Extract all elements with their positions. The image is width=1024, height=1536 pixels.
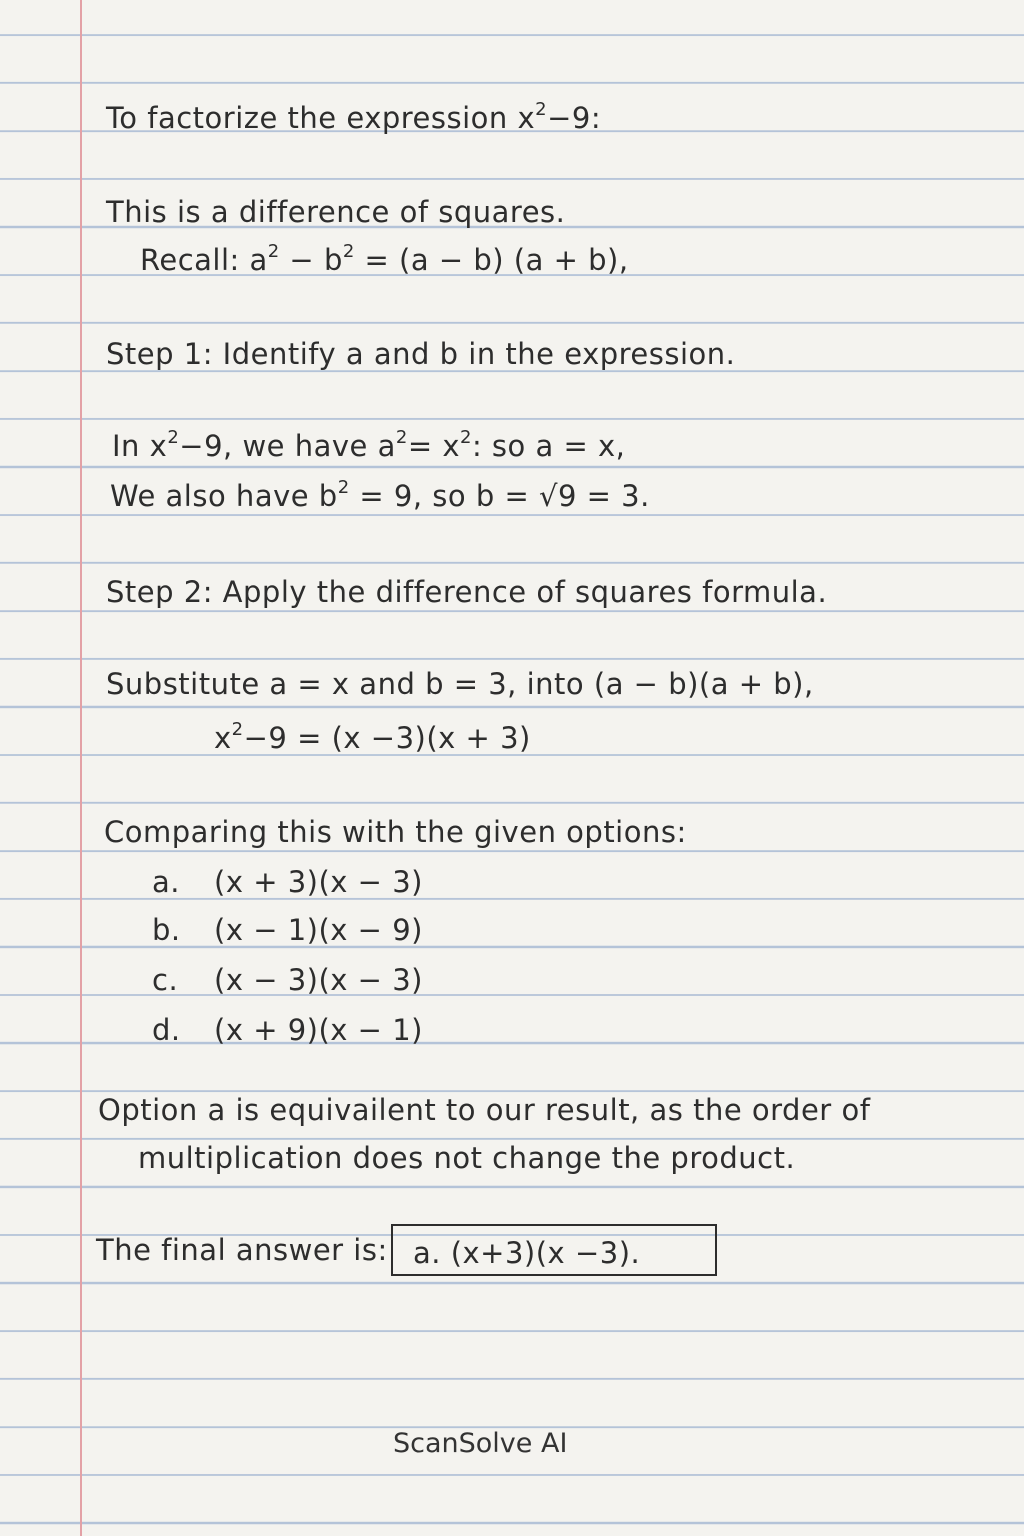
option-a: a. (x + 3)(x − 3) — [152, 865, 423, 899]
step1-line-b-squared: We also have $b^2 = 9$, so b = √9 = 3. — [110, 476, 650, 513]
step2-heading: Step 2: Apply the difference of squares formula. — [106, 575, 828, 609]
option-b: b. (x − 1)(x − 9) — [152, 913, 423, 947]
option-d: d. (x + 9)(x − 1) — [152, 1013, 423, 1047]
recall-formula-line: Recall: $a^2 - b^2 = (a - b) (a + b)$, — [140, 240, 629, 277]
conclusion-line-1: Option a is equivailent to our result, as the order of — [98, 1093, 871, 1127]
final-answer-text: a. (x+3)(x −3). — [413, 1236, 641, 1270]
step1-line-a-squared: In $x^2-9$, we have $a^2= x^2$: so a = x, — [112, 426, 626, 463]
substitute-line: Substitute a = x and b = 3, into (a − b)(a + b), — [106, 667, 814, 701]
difference-of-squares-line: This is a difference of squares. — [106, 195, 566, 229]
conclusion-line-2: multiplication does not change the product. — [138, 1141, 796, 1175]
step1-heading: Step 1: Identify a and b in the expression. — [106, 337, 736, 371]
margin-line — [80, 0, 82, 1536]
brand-signature: ScanSolve AI — [393, 1428, 568, 1459]
final-answer-label: The final answer is: — [96, 1233, 388, 1267]
option-c: c. (x − 3)(x − 3) — [152, 963, 423, 997]
options-heading: Comparing this with the given options: — [104, 815, 687, 849]
final-answer-box — [391, 1224, 717, 1276]
intro-line: To factorize the expression $x^2-9$: — [106, 98, 602, 135]
factorized-result-line: $x^2-9 = (x -3)(x + 3)$ — [214, 718, 531, 755]
